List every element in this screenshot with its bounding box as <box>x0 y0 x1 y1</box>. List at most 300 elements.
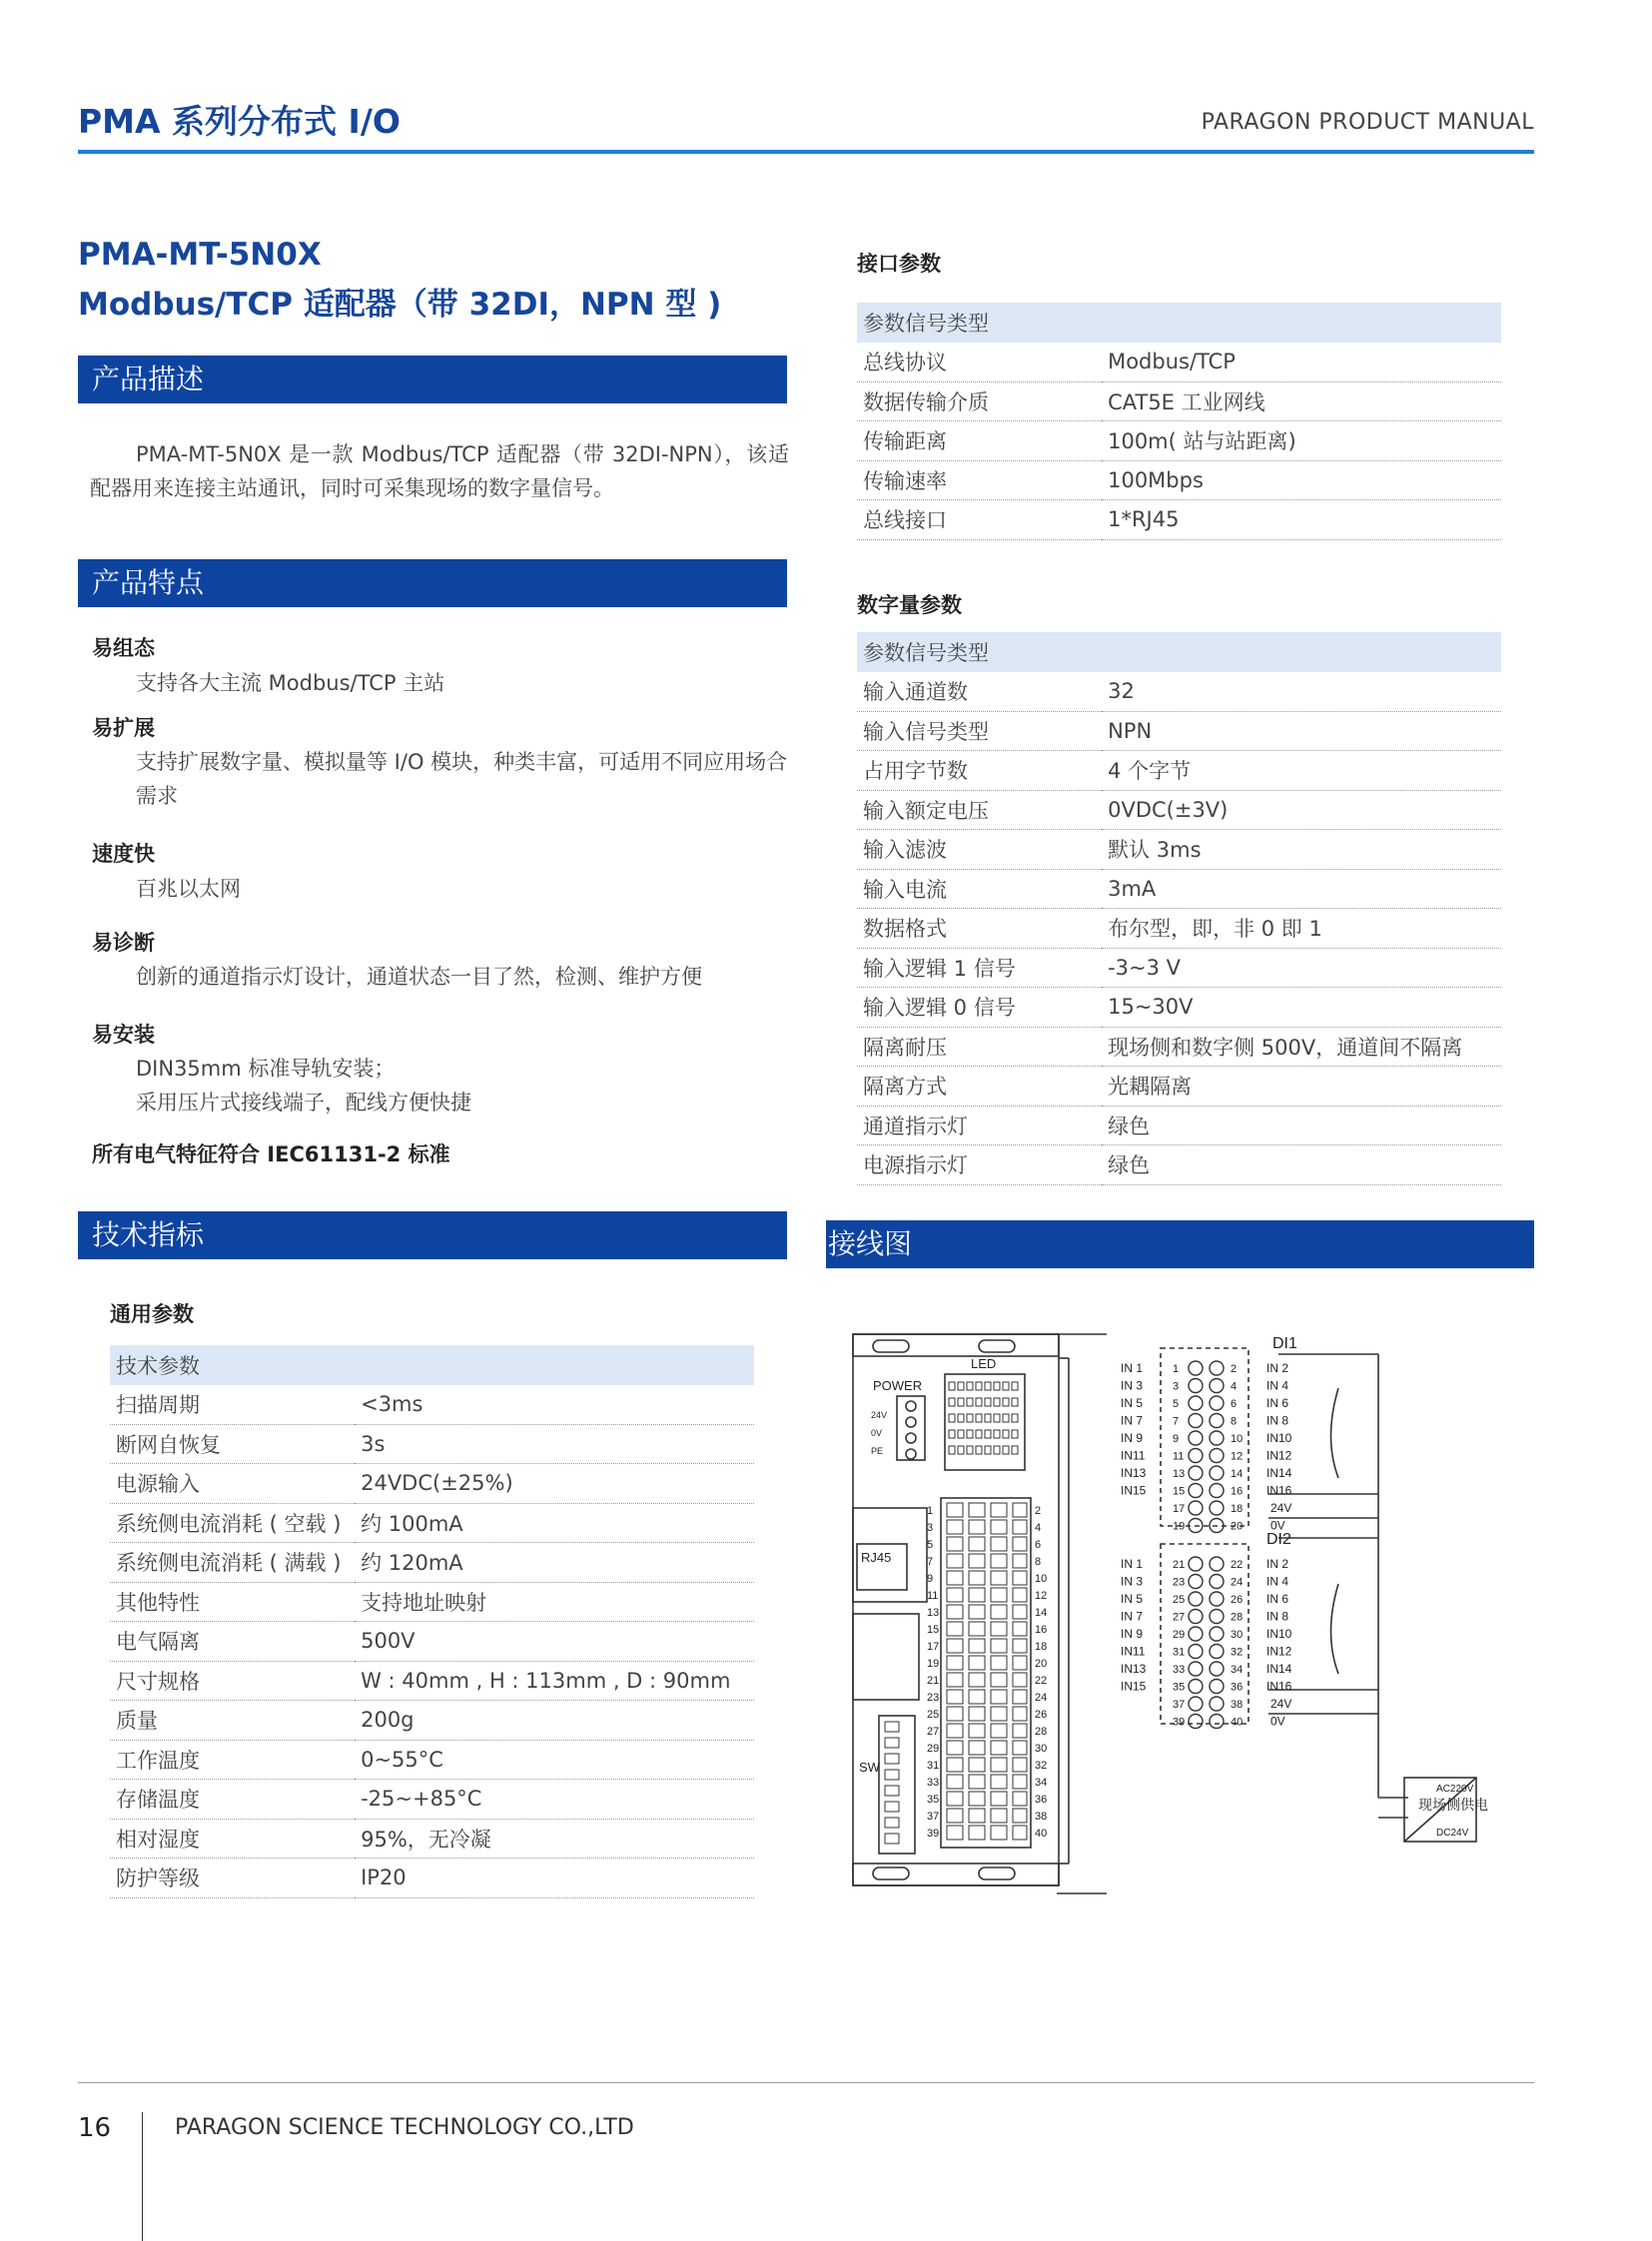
section-bar-description: 产品描述 <box>78 356 787 403</box>
description-text: PMA-MT-5N0X 是一款 Modbus/TCP 适配器（带 32DI-NPN），该适配器用来连接主站通讯，同时可采集现场的数字量信号。 <box>90 442 789 500</box>
pin-number: 20 <box>1231 1520 1243 1533</box>
terminal-cell <box>991 1588 1007 1602</box>
pin-number: 22 <box>1035 1675 1048 1687</box>
param-name: 质量 <box>110 1701 355 1741</box>
terminal-cell <box>947 1758 963 1772</box>
led-indicator <box>976 1398 982 1406</box>
led-indicator <box>994 1430 1000 1438</box>
terminal-cell <box>947 1622 963 1636</box>
param-name: 数据传输介质 <box>857 381 1102 421</box>
terminal-screw <box>1189 1431 1203 1445</box>
terminal-screw <box>1210 1379 1224 1393</box>
input-label: IN 9 <box>1121 1431 1144 1445</box>
input-label: IN14 <box>1266 1662 1292 1676</box>
terminal-screw <box>1210 1610 1224 1624</box>
pin-number: 13 <box>927 1607 940 1619</box>
led-indicator <box>1012 1382 1018 1390</box>
pin-number: 27 <box>927 1726 940 1738</box>
terminal-cell <box>1013 1656 1027 1670</box>
terminal-cell <box>969 1639 985 1653</box>
table-row <box>110 1780 754 1820</box>
led-indicator <box>958 1430 964 1438</box>
feature-text: 创新的通道指示灯设计，通道状态一目了然，检测、维护方便 <box>136 965 702 989</box>
input-label: IN 8 <box>1266 1413 1289 1428</box>
pin-number: 4 <box>1035 1522 1042 1534</box>
pin-number: 23 <box>1173 1576 1186 1589</box>
table-row <box>857 988 1501 1028</box>
table-row <box>857 751 1501 791</box>
table-row <box>857 869 1501 909</box>
terminal-cell <box>947 1571 963 1585</box>
pin-number: 29 <box>1173 1629 1186 1641</box>
terminal-cell <box>991 1792 1007 1806</box>
param-value: NPN <box>1102 711 1501 751</box>
pin-number: 39 <box>927 1828 940 1840</box>
dip-switch-cell <box>885 1802 899 1812</box>
table-row <box>110 1859 754 1898</box>
feature-text: 百兆以太网 <box>136 877 241 901</box>
supply-label: 现场侧供电 <box>1418 1797 1488 1813</box>
dip-switch-cell <box>885 1770 899 1780</box>
table-row <box>110 1582 754 1622</box>
pin-number: 28 <box>1035 1726 1048 1738</box>
led-indicator <box>967 1398 973 1406</box>
terminal-screw <box>1189 1715 1203 1729</box>
pin-number: 19 <box>927 1658 940 1670</box>
terminal-cell <box>1013 1741 1027 1755</box>
input-label: IN13 <box>1121 1466 1147 1480</box>
terminal-cell <box>1013 1707 1027 1721</box>
table-row <box>110 1503 754 1543</box>
pin-number: 8 <box>1035 1556 1042 1568</box>
terminal-cell <box>1013 1792 1027 1806</box>
pin-number: 1 <box>927 1505 934 1517</box>
model-code: PMA-MT-5N0X <box>78 237 322 273</box>
param-name: 相对湿度 <box>110 1819 355 1859</box>
table-row <box>110 1543 754 1583</box>
param-value: 1*RJ45 <box>1102 500 1501 540</box>
param-value: 24VDC(±25%) <box>355 1464 754 1504</box>
terminal-cell <box>969 1588 985 1602</box>
pin-number: 40 <box>1231 1716 1243 1729</box>
terminal-screw <box>1210 1484 1224 1498</box>
feature-title: 易安装 <box>92 1023 155 1047</box>
sw-label: SW <box>859 1760 880 1775</box>
terminal-cell <box>969 1503 985 1517</box>
table-row <box>857 909 1501 949</box>
dip-switch-cell <box>885 1754 899 1764</box>
terminal-cell <box>947 1809 963 1823</box>
table-row <box>857 672 1501 711</box>
input-label: IN 5 <box>1121 1396 1144 1410</box>
terminal-cell <box>991 1741 1007 1755</box>
pin-number: 21 <box>1173 1559 1186 1571</box>
pe-label: PE <box>871 1446 884 1456</box>
terminal-screw <box>1210 1627 1224 1641</box>
pin-number: 37 <box>1173 1699 1186 1711</box>
led-indicator <box>949 1414 955 1422</box>
terminal-cell <box>969 1690 985 1704</box>
param-name: 电气隔离 <box>110 1622 355 1662</box>
pin-number: 5 <box>1173 1398 1180 1410</box>
param-value: 500V <box>355 1622 754 1662</box>
terminal-screw <box>1189 1627 1203 1641</box>
param-name: 输入逻辑 1 信号 <box>857 948 1102 988</box>
terminal-cell <box>1013 1588 1027 1602</box>
terminal-cell <box>969 1707 985 1721</box>
pin-number: 21 <box>927 1675 940 1687</box>
di1-label: DI1 <box>1272 1335 1297 1352</box>
model-title <box>78 230 721 330</box>
pin-number: 17 <box>1173 1503 1186 1515</box>
terminal-cell <box>1013 1537 1027 1551</box>
param-value: 3mA <box>1102 869 1501 909</box>
param-name: 隔离耐压 <box>857 1027 1102 1067</box>
power-pin-label: 24V <box>1270 1501 1292 1515</box>
terminal-cell <box>991 1826 1007 1840</box>
pin-number: 2 <box>1035 1505 1042 1517</box>
section-bar-tech: 技术指标 <box>78 1211 787 1259</box>
general-params-title: 通用参数 <box>110 1302 194 1326</box>
terminal-screw <box>1210 1662 1224 1676</box>
pin-number: 17 <box>927 1641 940 1653</box>
terminal-cell <box>947 1537 963 1551</box>
table-header: 参数信号类型 <box>857 632 1501 672</box>
pin-number: 2 <box>1231 1363 1238 1375</box>
terminal-cell <box>947 1792 963 1806</box>
pin-number: 3 <box>927 1522 934 1534</box>
v24-label: 24V <box>871 1410 888 1420</box>
terminal-cell <box>991 1656 1007 1670</box>
input-label: IN14 <box>1266 1466 1292 1480</box>
terminal-cell <box>969 1792 985 1806</box>
input-label: IN12 <box>1266 1448 1292 1463</box>
terminal-cell <box>947 1707 963 1721</box>
input-label: IN12 <box>1266 1644 1292 1659</box>
param-name: 输入信号类型 <box>857 711 1102 751</box>
brand-label: PARAGON PRODUCT MANUAL <box>1201 110 1534 135</box>
terminal-screw <box>1210 1501 1224 1515</box>
terminal-screw <box>1210 1361 1224 1375</box>
page-number: 16 <box>78 2113 112 2143</box>
param-name: 系统侧电流消耗 ( 空载 ) <box>110 1503 355 1543</box>
pin-number: 38 <box>1231 1699 1243 1711</box>
pin-number: 18 <box>1231 1503 1243 1515</box>
power-pin-label: 0V <box>1270 1518 1285 1533</box>
terminal-cell <box>969 1520 985 1534</box>
pin-number: 9 <box>927 1573 934 1585</box>
input-label: IN 6 <box>1266 1592 1289 1606</box>
pin-number: 8 <box>1231 1415 1238 1428</box>
pin-number: 16 <box>1035 1624 1048 1636</box>
pin-number: 35 <box>1173 1681 1186 1694</box>
pin-number: 10 <box>1035 1573 1048 1585</box>
led-indicator <box>1003 1446 1009 1454</box>
led-label: LED <box>971 1356 997 1371</box>
led-indicator <box>985 1414 991 1422</box>
terminal-screw <box>1210 1680 1224 1694</box>
dip-switch-cell <box>885 1818 899 1828</box>
led-indicator <box>1003 1382 1009 1390</box>
pin-number: 33 <box>1173 1664 1186 1676</box>
param-name: 断网自恢复 <box>110 1424 355 1464</box>
terminal-screw <box>1210 1449 1224 1463</box>
pin-number: 35 <box>927 1794 940 1806</box>
terminal-screw <box>1189 1662 1203 1676</box>
pin-number: 20 <box>1035 1658 1048 1670</box>
input-label: IN11 <box>1121 1448 1146 1463</box>
terminal-cell <box>947 1741 963 1755</box>
led-indicator <box>976 1382 982 1390</box>
terminal-screw <box>1189 1575 1203 1589</box>
led-indicator <box>958 1446 964 1454</box>
terminal-cell <box>991 1690 1007 1704</box>
led-indicator <box>994 1414 1000 1422</box>
param-value: 100Mbps <box>1102 460 1501 500</box>
terminal-screw <box>1189 1645 1203 1659</box>
param-value: 0~55°C <box>355 1740 754 1780</box>
company-name: PARAGON SCIENCE TECHNOLOGY CO.,LTD <box>175 2115 634 2140</box>
pin-number: 30 <box>1035 1743 1048 1755</box>
pin-number: 4 <box>1231 1380 1238 1393</box>
terminal-screw <box>1189 1466 1203 1480</box>
terminal-cell <box>969 1775 985 1789</box>
led-indicator <box>1003 1398 1009 1406</box>
series-title: PMA 系列分布式 I/O <box>78 102 401 141</box>
led-indicator <box>985 1446 991 1454</box>
footer-rule <box>78 2082 1534 2083</box>
param-value: 默认 3ms <box>1102 830 1501 870</box>
pin-number: 15 <box>927 1624 940 1636</box>
terminal-screw <box>1189 1557 1203 1571</box>
v0-label: 0V <box>871 1428 883 1438</box>
terminal-cell <box>969 1537 985 1551</box>
feature-text: DIN35mm 标准导轨安装； <box>136 1057 396 1081</box>
terminal-cell <box>947 1554 963 1568</box>
terminal-screw <box>1210 1414 1224 1428</box>
led-indicator <box>958 1382 964 1390</box>
pin-number: 25 <box>927 1709 940 1721</box>
di2-label: DI2 <box>1266 1531 1291 1548</box>
terminal-cell <box>969 1673 985 1687</box>
led-indicator <box>1012 1414 1018 1422</box>
pin-number: 31 <box>927 1760 940 1772</box>
param-value: -25~+85°C <box>355 1780 754 1820</box>
power-pin-label: 24V <box>1270 1697 1292 1711</box>
pin-number: 12 <box>1035 1590 1048 1602</box>
input-label: IN 8 <box>1266 1609 1289 1624</box>
led-indicator <box>976 1414 982 1422</box>
table-header: 参数信号类型 <box>857 303 1501 343</box>
input-label: IN 7 <box>1121 1413 1144 1428</box>
terminal-cell <box>947 1520 963 1534</box>
table-row <box>110 1622 754 1662</box>
pin-number: 9 <box>1173 1433 1180 1445</box>
input-label: IN 3 <box>1121 1378 1144 1393</box>
power-connector <box>897 1396 925 1460</box>
terminal-cell <box>947 1588 963 1602</box>
pin-number: 24 <box>1035 1692 1048 1704</box>
led-indicator <box>967 1382 973 1390</box>
led-indicator <box>949 1430 955 1438</box>
terminal-screw <box>1210 1396 1224 1410</box>
terminal-cell <box>991 1673 1007 1687</box>
param-name: 系统侧电流消耗 ( 满载 ) <box>110 1543 355 1583</box>
terminal-cell <box>947 1673 963 1687</box>
table-row <box>857 460 1501 500</box>
table-row <box>110 1740 754 1780</box>
wiring-diagram <box>839 1318 1538 1907</box>
pin-number: 36 <box>1231 1681 1243 1694</box>
pin-number: 7 <box>1173 1415 1180 1428</box>
terminal-cell <box>969 1724 985 1738</box>
pin-number: 11 <box>1173 1450 1185 1463</box>
input-label: IN16 <box>1266 1483 1292 1498</box>
table-row <box>110 1701 754 1741</box>
terminal-cell <box>1013 1605 1027 1619</box>
param-value: 32 <box>1102 672 1501 711</box>
param-value: 95%，无冷凝 <box>355 1819 754 1859</box>
input-label: IN15 <box>1121 1679 1147 1694</box>
terminal-cell <box>969 1741 985 1755</box>
led-indicator <box>994 1446 1000 1454</box>
terminal-screw <box>1189 1697 1203 1711</box>
input-label: IN16 <box>1266 1679 1292 1694</box>
terminal-cell <box>947 1656 963 1670</box>
terminal-cell <box>1013 1554 1027 1568</box>
pin-number: 40 <box>1035 1828 1048 1840</box>
param-name: 总线接口 <box>857 500 1102 540</box>
pin-number: 24 <box>1231 1576 1243 1589</box>
input-label: IN 1 <box>1121 1557 1144 1571</box>
terminal-cell <box>969 1571 985 1585</box>
led-indicator <box>967 1414 973 1422</box>
pin-number: 10 <box>1231 1433 1243 1445</box>
pin-number: 19 <box>1173 1520 1186 1533</box>
feature-text: 支持扩展数字量、模拟量等 I/O 模块，种类丰富，可适用不同应用场合需求 <box>136 750 788 808</box>
led-indicator <box>958 1414 964 1422</box>
param-value: 约 120mA <box>355 1543 754 1583</box>
pin-number: 30 <box>1231 1629 1243 1641</box>
led-indicator <box>967 1446 973 1454</box>
param-name: 输入额定电压 <box>857 790 1102 830</box>
led-indicator <box>1003 1414 1009 1422</box>
feature-text: 采用压片式接线端子，配线方便快捷 <box>136 1091 471 1115</box>
pin-number: 34 <box>1035 1777 1048 1789</box>
header-rule <box>78 150 1534 154</box>
param-value: Modbus/TCP <box>1102 343 1501 381</box>
led-indicator <box>994 1398 1000 1406</box>
input-label: IN 4 <box>1266 1574 1289 1589</box>
param-name: 电源输入 <box>110 1464 355 1504</box>
param-value: 绿色 <box>1102 1145 1501 1185</box>
terminal-cell <box>969 1826 985 1840</box>
led-indicator <box>949 1382 955 1390</box>
led-indicator <box>967 1430 973 1438</box>
terminal-cell <box>969 1758 985 1772</box>
rail-clip <box>979 1868 1015 1879</box>
pin-number: 16 <box>1231 1485 1243 1498</box>
led-indicator <box>985 1382 991 1390</box>
terminal-cell <box>947 1605 963 1619</box>
terminal-cell <box>991 1724 1007 1738</box>
rail-clip <box>979 1340 1015 1352</box>
input-label: IN 2 <box>1266 1557 1289 1571</box>
rj45-label: RJ45 <box>861 1550 892 1565</box>
terminal-screw <box>1189 1361 1203 1375</box>
pin-number: 28 <box>1231 1611 1243 1624</box>
param-value: IP20 <box>355 1859 754 1898</box>
param-name: 数据格式 <box>857 909 1102 949</box>
terminal-cell <box>1013 1503 1027 1517</box>
param-name: 输入通道数 <box>857 672 1102 711</box>
table-row <box>857 1067 1501 1107</box>
input-label: IN10 <box>1266 1431 1292 1445</box>
input-label: IN 9 <box>1121 1627 1144 1641</box>
pin-number: 36 <box>1035 1794 1048 1806</box>
pin-number: 14 <box>1231 1468 1243 1480</box>
terminal-cell <box>991 1707 1007 1721</box>
table-row <box>110 1819 754 1859</box>
param-value: CAT5E 工业网线 <box>1102 381 1501 421</box>
terminal-cell <box>969 1554 985 1568</box>
terminal-cell <box>991 1520 1007 1534</box>
terminal-cell <box>947 1826 963 1840</box>
param-value: 支持地址映射 <box>355 1582 754 1622</box>
terminal-cell <box>991 1809 1007 1823</box>
pin-number: 32 <box>1231 1646 1243 1659</box>
terminal-cell <box>1013 1622 1027 1636</box>
dip-switch-cell <box>885 1834 899 1844</box>
ac-label: AC220V <box>1436 1784 1474 1795</box>
led-indicator <box>976 1446 982 1454</box>
pin-number: 26 <box>1035 1709 1048 1721</box>
pin-number: 31 <box>1173 1646 1186 1659</box>
param-name: 传输速率 <box>857 460 1102 500</box>
feature-title: 易组态 <box>92 636 155 660</box>
terminal-cell <box>991 1639 1007 1653</box>
param-name: 占用字节数 <box>857 751 1102 791</box>
terminal-cell <box>991 1554 1007 1568</box>
param-name: 存储温度 <box>110 1780 355 1820</box>
terminal-cell <box>1013 1775 1027 1789</box>
pin-number: 5 <box>927 1539 934 1551</box>
led-indicator <box>1012 1398 1018 1406</box>
param-value: 0VDC(±3V) <box>1102 790 1501 830</box>
terminal-screw <box>1210 1592 1224 1606</box>
dip-switch <box>879 1716 915 1854</box>
terminal-screw <box>1189 1414 1203 1428</box>
standard-note: 所有电气特征符合 IEC61131-2 标准 <box>92 1142 450 1166</box>
terminal-cell <box>947 1724 963 1738</box>
pin-number: 33 <box>927 1777 940 1789</box>
input-label: IN 5 <box>1121 1592 1144 1606</box>
param-value: 4 个字节 <box>1102 751 1501 791</box>
led-indicator <box>949 1398 955 1406</box>
terminal-cell <box>947 1775 963 1789</box>
input-label: IN 2 <box>1266 1361 1289 1375</box>
terminal-screw <box>1210 1697 1224 1711</box>
pin-number: 32 <box>1035 1760 1048 1772</box>
param-name: 工作温度 <box>110 1740 355 1780</box>
param-value: 现场侧和数字侧 500V，通道间不隔离 <box>1102 1027 1501 1067</box>
pin-number: 27 <box>1173 1611 1186 1624</box>
section-bar-wiring: 接线图 <box>826 1220 1534 1268</box>
pin-number: 6 <box>1035 1539 1042 1551</box>
pin-number: 3 <box>1173 1380 1180 1393</box>
table-row <box>110 1661 754 1701</box>
param-value: W : 40mm , H : 113mm , D : 90mm <box>355 1661 754 1701</box>
